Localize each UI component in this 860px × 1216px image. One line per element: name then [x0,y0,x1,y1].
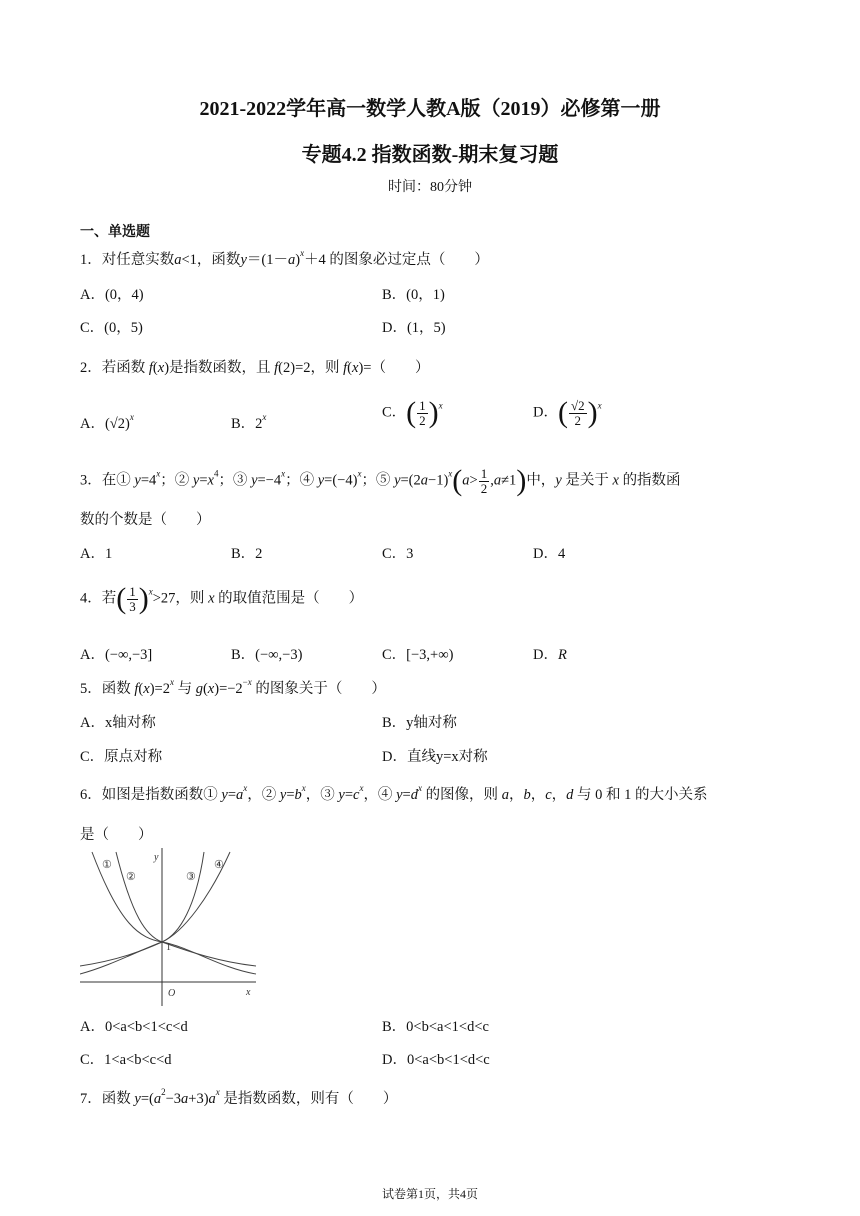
question-4-option-b: B．(−∞,−3) [231,647,303,663]
question-3-option-d: D．4 [533,546,566,562]
question-4-stem: 4．若( $\frac{1}{3}$ )$^x$>27，则 x 的取值范围是（ ） [80,582,364,615]
question-3-stem-line1: 3．在① $y=4^x$；② $y=x^4$；③ $y=-4^x$；④ $y=(-4)^x$；⑤ $y=(2a-1)^x(a>$ $\frac{1}{2}$ ,a≠1)中，y 是关于 x 的指数函 [80,464,681,497]
question-3-option-a: A．1 [80,546,113,562]
exponential-graph [80,846,260,1006]
question-3-option-c: C．3 [382,546,414,562]
curve-2-label: ② [126,871,136,883]
question-1-option-c: C．(0，5) [80,320,143,336]
question-2-option-a: A．$(√2)^x$ [80,412,134,432]
question-1-option-d: D．(1，5) [382,320,446,336]
curve-3-label: ③ [186,871,196,883]
question-3-stem-line2: 数的个数是（ ） [80,512,211,528]
question-1-option-b: B．(0，1) [382,287,445,303]
page-title: 2021-2022学年高一数学人教A版（2019）必修第一册 [199,98,661,120]
question-6-option-c: C．1<a<b<c<d [80,1052,172,1068]
time-limit: 时间：80分钟 [388,180,472,195]
question-5-stem: 5．函数 $f(x)=2^x$ 与 $g(x)=-2^{-x}$ 的图象关于（ ） [80,677,386,697]
page-footer: 试卷第1页，共4页 [381,1187,478,1201]
question-4-option-d: D．R [533,647,567,663]
question-6-option-b: B．0<b<a<1<d<c [382,1019,489,1035]
curve-4-label: ④ [214,859,224,871]
question-2-option-d: D．( $\frac{√2}{2}$ )$^x$ [533,396,602,429]
question-6-stem-line2: 是（ ） [80,827,153,843]
question-5-option-d: D．直线y=x对称 [382,749,488,765]
question-2-option-b: B．2$^x$ [231,412,267,432]
question-3-option-b: B．2 [231,546,263,562]
intercept-label: 1 [166,942,171,953]
y-axis-label: y [154,852,159,863]
question-4-option-a: A．(−∞,−3] [80,647,153,663]
question-5-option-a: A．x轴对称 [80,715,156,731]
question-5-option-b: B．y轴对称 [382,715,457,731]
question-6-stem-line1: 6．如图是指数函数① $y=a^x$，② $y=b^x$，③ $y=c^x$，④ $y=d^x$ 的图像，则 a，b，c，d 与 0 和 1 的大小关系 [80,783,708,803]
question-5-option-c: C．原点对称 [80,749,163,765]
question-1-stem: 1．对任意实数a<1，函数$y=(1-a)^x+4$ 的图象必过定点（ ） [80,248,489,268]
question-4-option-c: C．[−3,+∞) [382,647,454,663]
question-7-stem: 7．函数 $y=(a^2-3a+3)a^x$ 是指数函数，则有（ ） [80,1087,398,1107]
question-6-option-d: D．0<a<b<1<d<c [382,1052,490,1068]
question-2-stem: 2．若函数 f(x)是指数函数，且 f(2)=2，则 f(x)=（ ） [80,360,430,376]
curve-1 [92,852,256,974]
curve-1-label: ① [102,859,112,871]
origin-label: O [168,988,176,999]
x-axis-label: x [246,987,251,998]
question-6-option-a: A．0<a<b<1<c<d [80,1019,188,1035]
question-2-option-c: C．( $\frac{1}{2}$ )$^x$ [382,396,443,429]
question-1-option-a: A．(0，4) [80,287,144,303]
page-subtitle: 专题4.2 指数函数-期末复习题 [301,144,559,166]
section-heading: 一、单选题 [80,225,150,240]
